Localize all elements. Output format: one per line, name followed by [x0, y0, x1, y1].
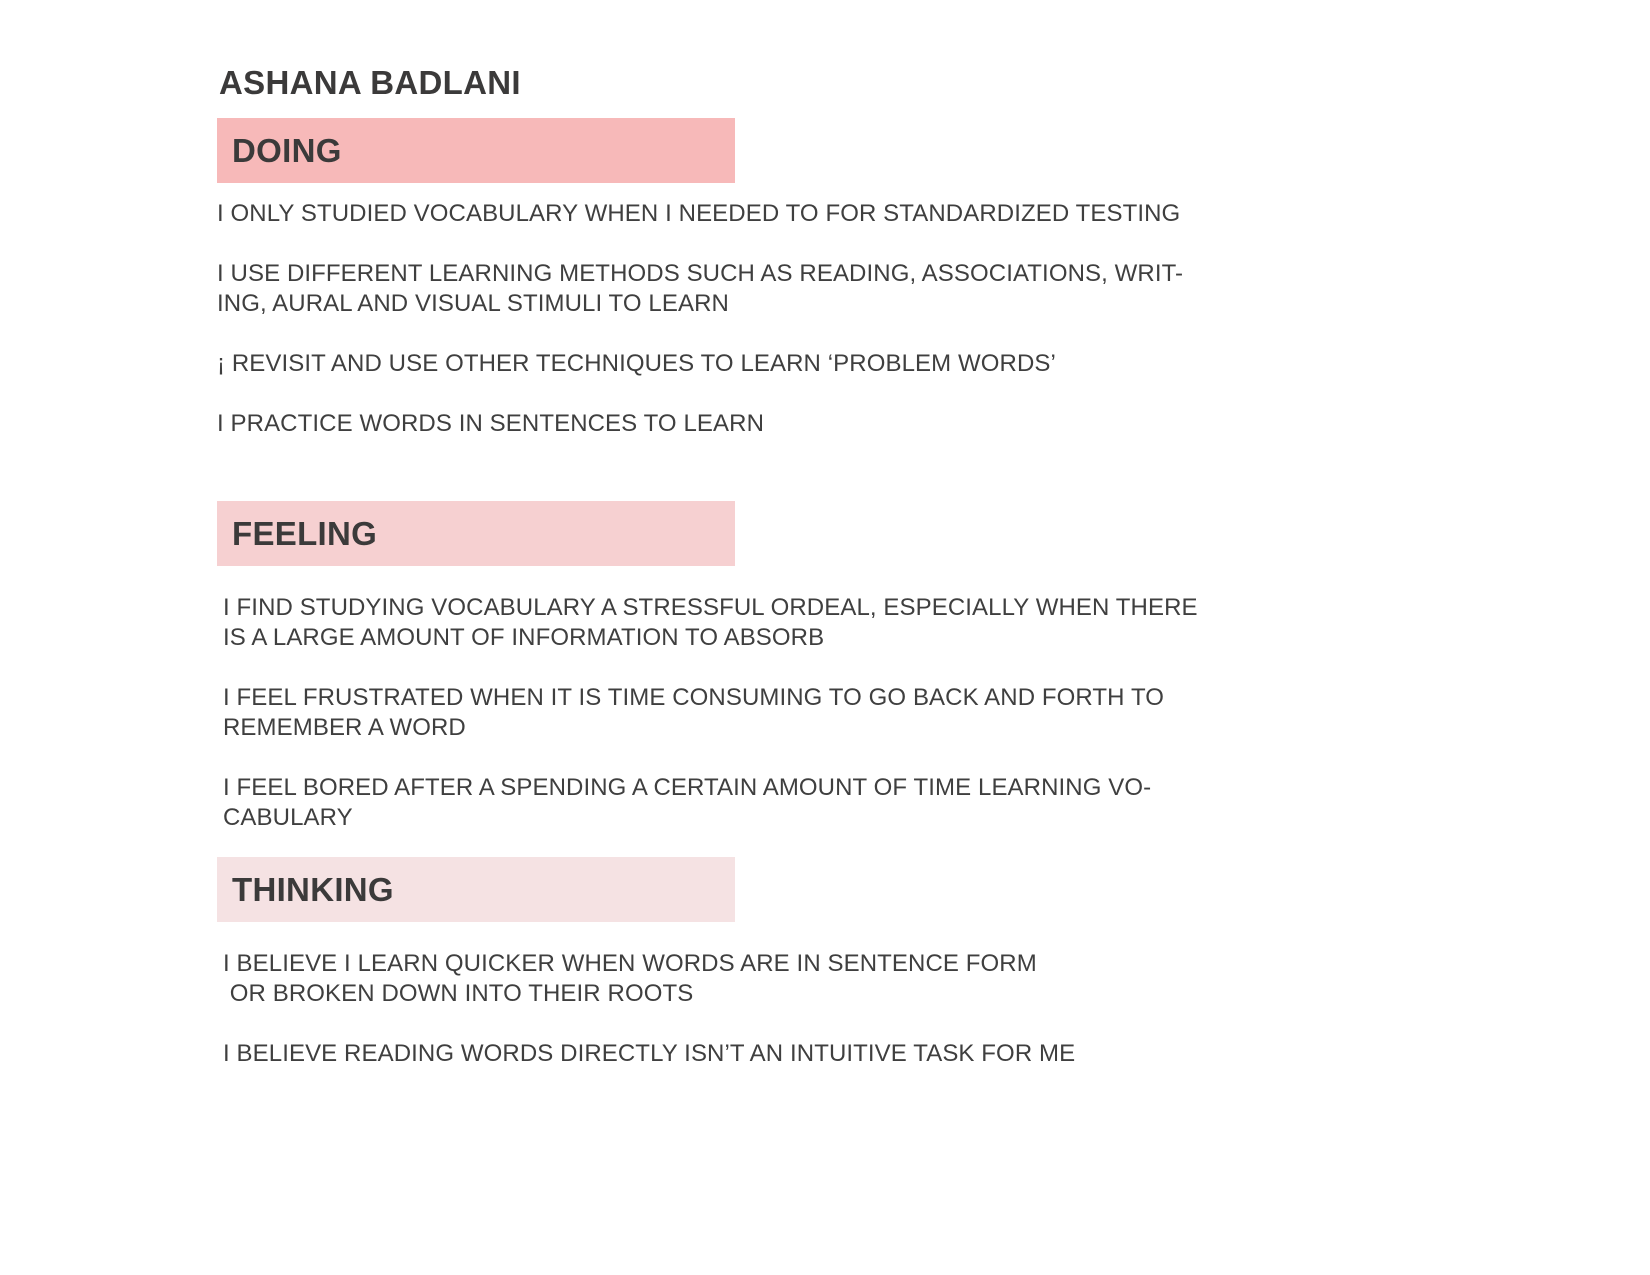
doing-item: I ONLY STUDIED VOCABULARY WHEN I NEEDED TO FOR STANDARDIZED TESTING — [217, 200, 1181, 227]
feeling-item: I FEEL BORED AFTER A SPENDING A CERTAIN AMOUNT OF TIME LEARNING VO- CABULARY — [223, 774, 1152, 831]
doing-item: I USE DIFFERENT LEARNING METHODS SUCH AS READING, ASSOCIATIONS, WRIT- ING, AURAL AND VISUAL STIMULI TO LEARN — [217, 260, 1184, 317]
feeling-item: I FEEL FRUSTRATED WHEN IT IS TIME CONSUMING TO GO BACK AND FORTH TO REMEMBER A WORD — [223, 684, 1165, 741]
thinking-section-header — [217, 857, 735, 922]
doing-section-header — [217, 118, 735, 183]
doing-item: I PRACTICE WORDS IN SENTENCES TO LEARN — [217, 410, 764, 437]
feeling-section-header — [217, 501, 735, 566]
doing-item: ¡ REVISIT AND USE OTHER TECHNIQUES TO LEARN ‘PROBLEM WORDS’ — [217, 350, 1056, 377]
feeling-item: I FIND STUDYING VOCABULARY A STRESSFUL ORDEAL, ESPECIALLY WHEN THERE IS A LARGE AMOUNT OF INFORMATION TO ABSORB — [223, 594, 1198, 651]
thinking-item: I BELIEVE I LEARN QUICKER WHEN WORDS ARE IN SENTENCE FORM OR BROKEN DOWN INTO THEIR ROOTS — [223, 950, 1037, 1007]
thinking-title: THINKING — [232, 870, 394, 908]
feeling-title: FEELING — [232, 514, 378, 552]
doing-title: DOING — [232, 131, 342, 169]
author-name: ASHANA BADLANI — [219, 64, 521, 101]
thinking-item: I BELIEVE READING WORDS DIRECTLY ISN’T AN INTUITIVE TASK FOR ME — [223, 1040, 1076, 1067]
